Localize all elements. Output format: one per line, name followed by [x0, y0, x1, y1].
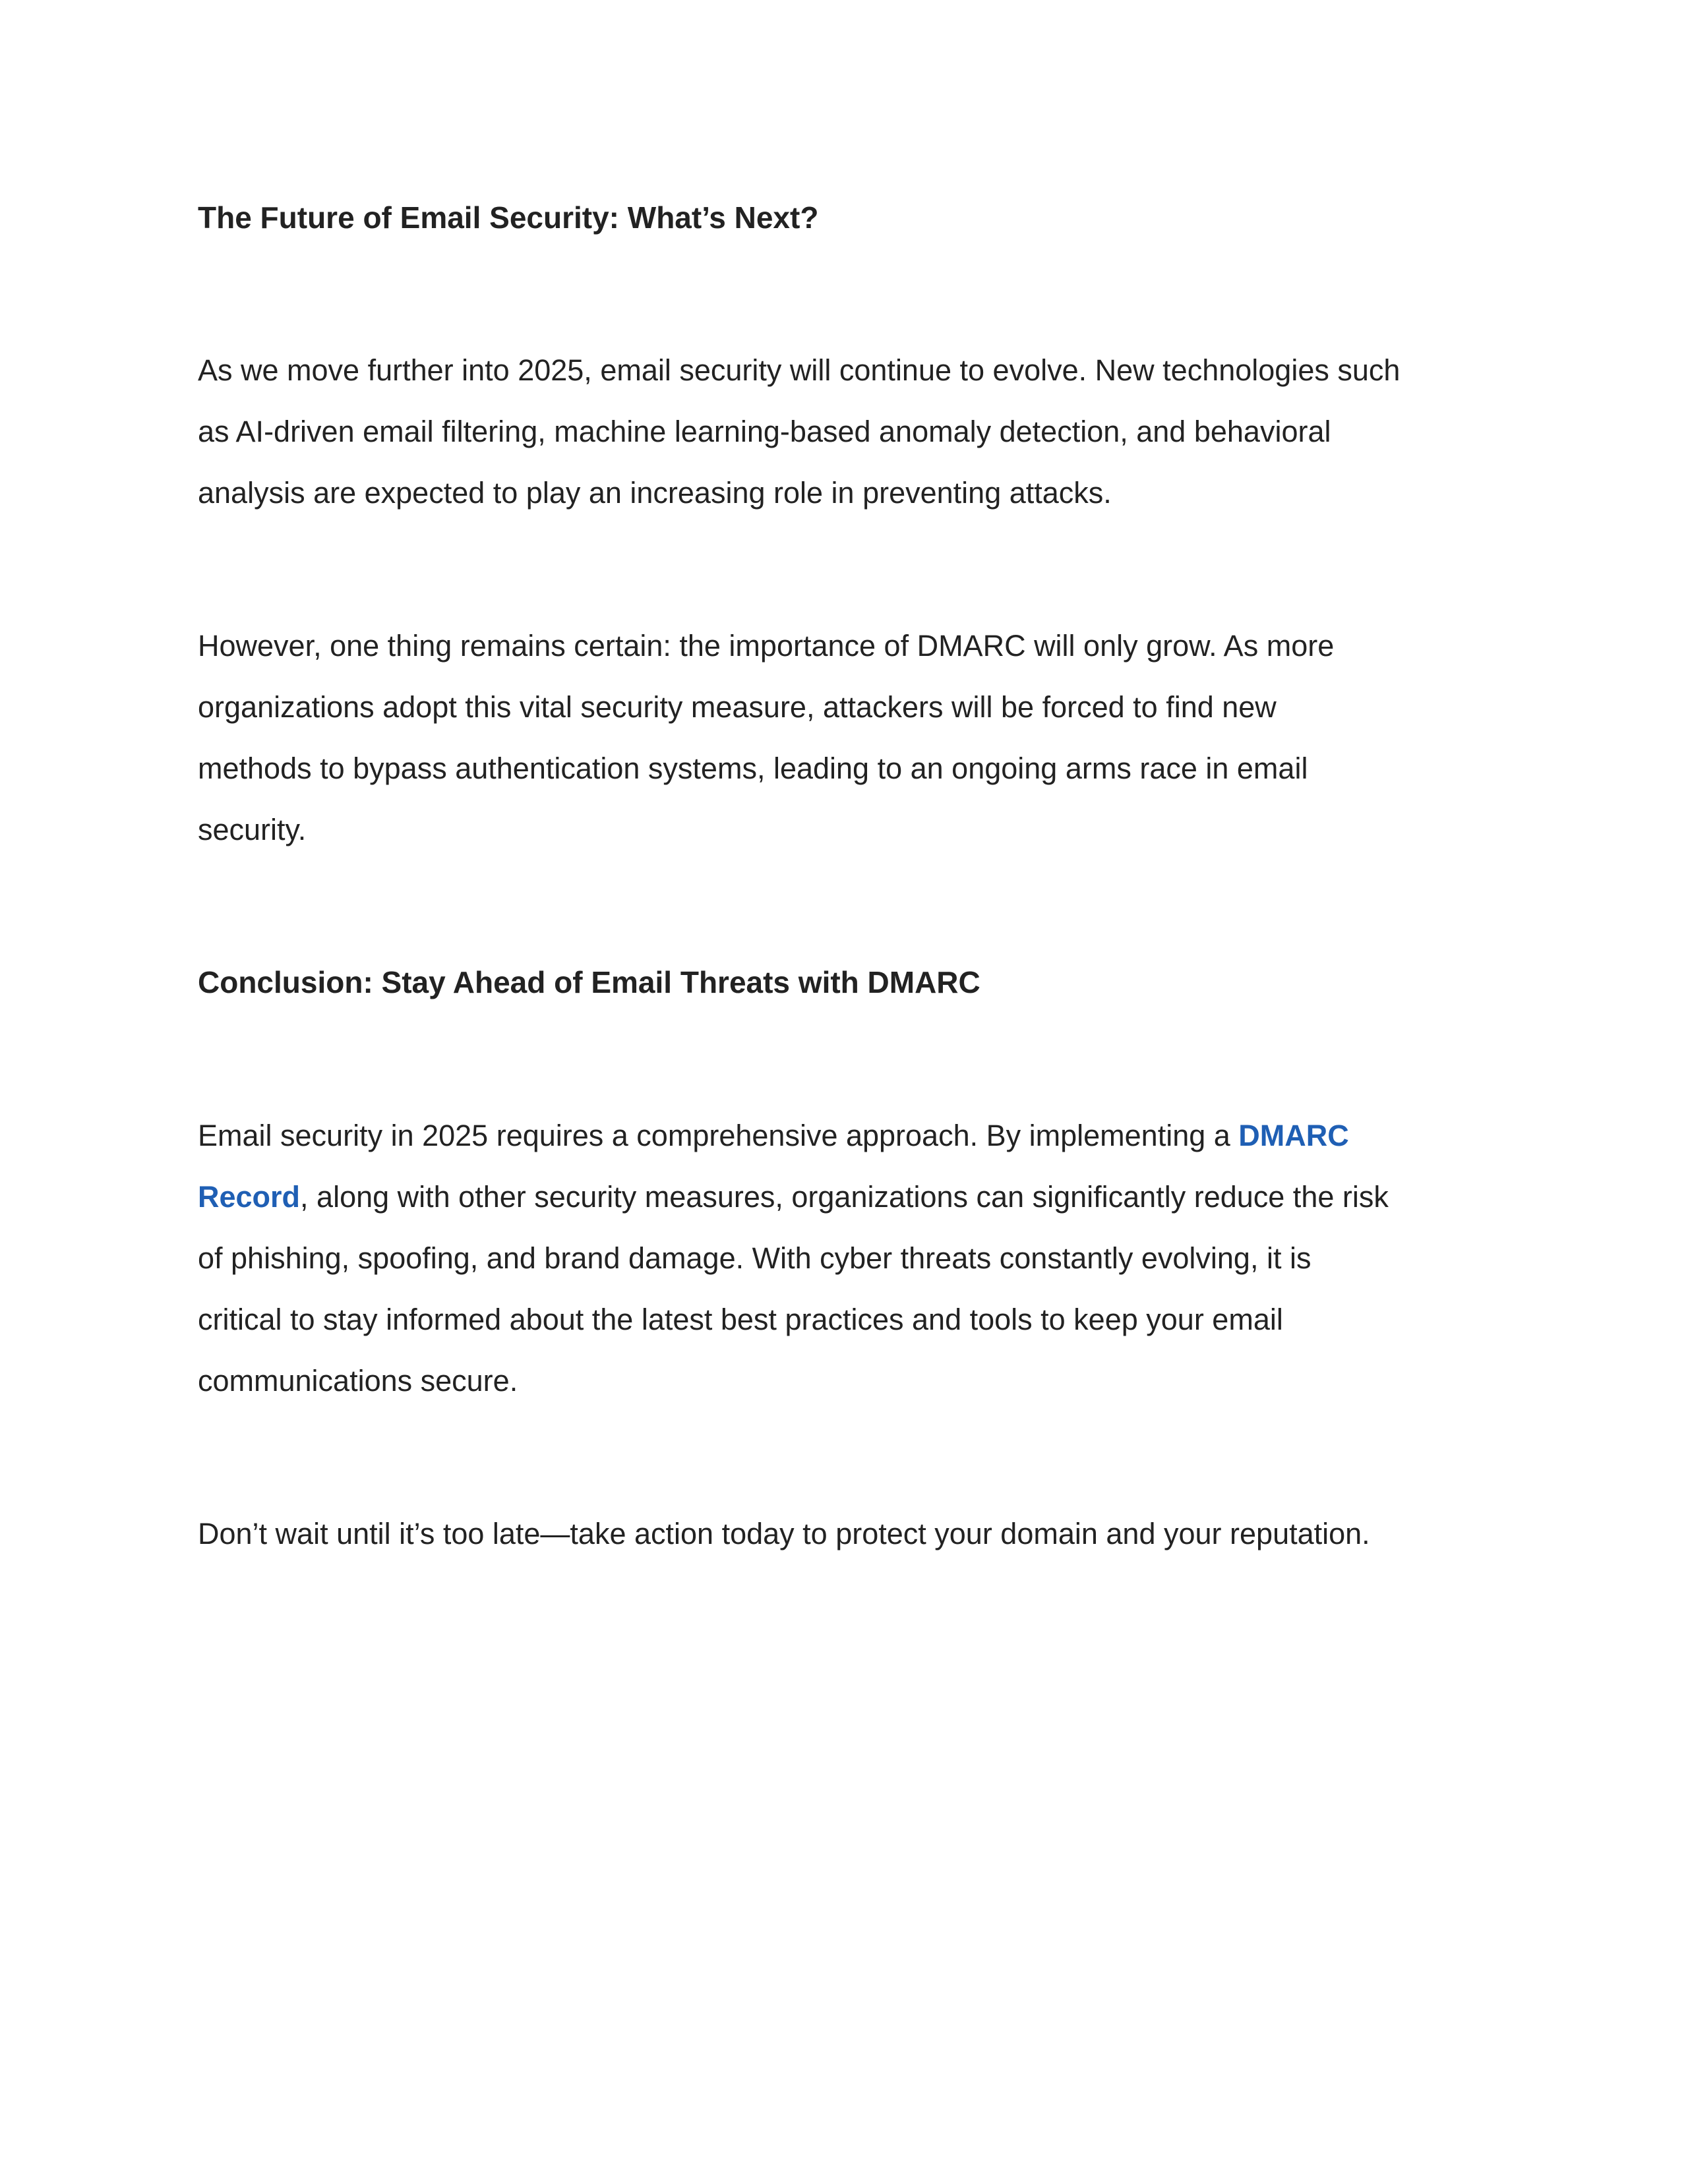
dmarc-record-link[interactable]: DMARC	[1238, 1119, 1349, 1152]
paragraph-future-line: As we move further into 2025, email security will continue to evolve. New technologies such	[198, 353, 1401, 387]
paragraph-conclusion-line	[198, 1105, 1490, 1166]
paragraph-conclusion-line: of phishing, spoofing, and brand damage. With cyber threats constantly evolving, it is	[198, 1241, 1311, 1275]
heading-future-of-email-security: The Future of Email Security: What’s Next?	[198, 200, 819, 235]
paragraph-future-line: as AI-driven email filtering, machine learning-based anomaly detection, and behavioral	[198, 415, 1331, 448]
paragraph-final	[198, 1503, 1490, 1564]
paragraph-conclusion-text: , along with other security measures, organizations can significantly reduce the risk	[300, 1180, 1389, 1214]
paragraph-conclusion-line: critical to stay informed about the latest best practices and tools to keep your email	[198, 1303, 1283, 1336]
paragraph-final-line: Don’t wait until it’s too late—take action today to protect your domain and your reputation.	[198, 1517, 1370, 1550]
paragraph-however-line: organizations adopt this vital security measure, attackers will be forced to find new	[198, 690, 1277, 724]
paragraph-however-line: methods to bypass authentication systems, leading to an ongoing arms race in email	[198, 752, 1308, 785]
paragraph-conclusion-line	[198, 1166, 1490, 1227]
paragraph-conclusion	[198, 1105, 1490, 1411]
paragraph-future-line: analysis are expected to play an increasing role in preventing attacks.	[198, 476, 1112, 510]
heading-conclusion: Conclusion: Stay Ahead of Email Threats with DMARC	[198, 965, 980, 999]
paragraph-future	[198, 339, 1490, 523]
paragraph-conclusion-line: communications secure.	[198, 1364, 518, 1398]
paragraph-however-line: security.	[198, 813, 307, 846]
dmarc-record-link-continued[interactable]: Record	[198, 1180, 301, 1214]
paragraph-however	[198, 615, 1490, 860]
paragraph-however-line: However, one thing remains certain: the importance of DMARC will only grow. As more	[198, 629, 1335, 663]
paragraph-conclusion-text: Email security in 2025 requires a comprehensive approach. By implementing a	[198, 1119, 1239, 1152]
